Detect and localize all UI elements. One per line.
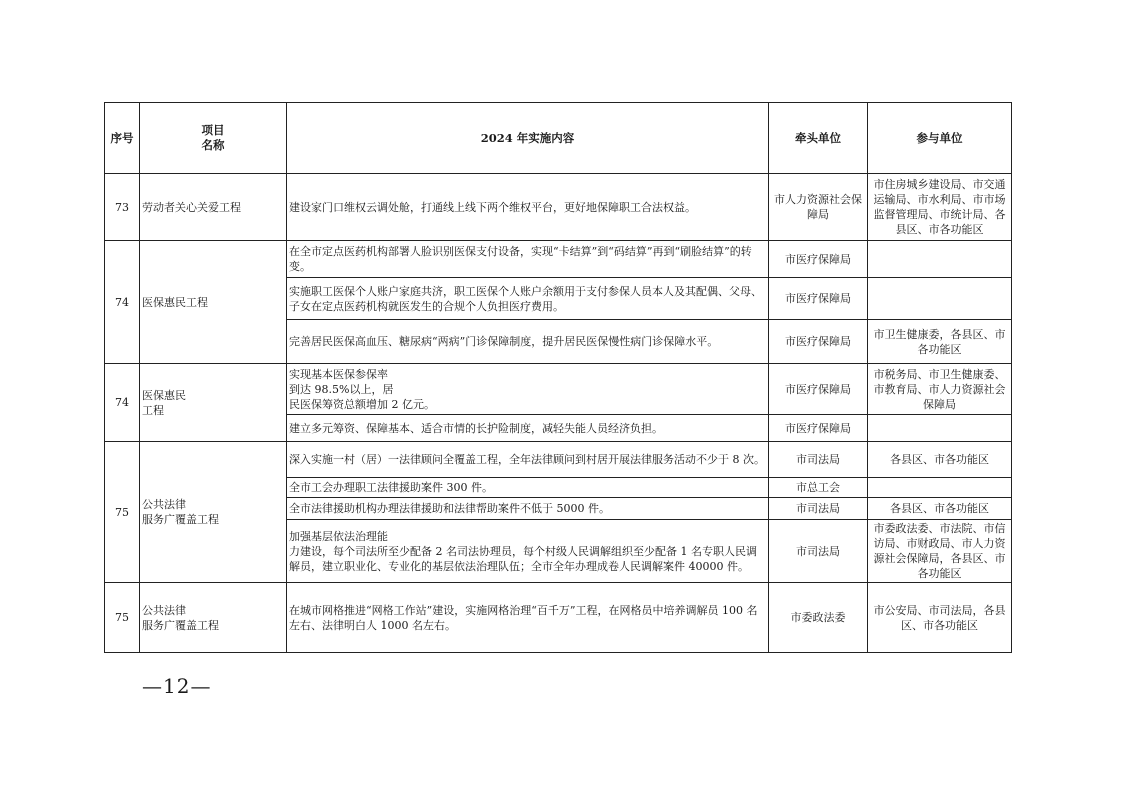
row-project: 公共法律 服务广覆盖工程 xyxy=(140,442,287,583)
row-participants xyxy=(868,241,1012,278)
header-participants: 参与单位 xyxy=(868,103,1012,174)
row-lead: 市司法局 xyxy=(769,498,868,520)
row-lead: 市医疗保障局 xyxy=(769,320,868,364)
row-participants xyxy=(868,415,1012,442)
table-row xyxy=(105,174,1012,241)
row-participants: 市公安局、市司法局，各县区、市各功能区 xyxy=(868,583,1012,653)
row-seq: 74 xyxy=(105,241,140,364)
row-participants xyxy=(868,478,1012,498)
row-lead: 市委政法委 xyxy=(769,583,868,653)
row-content: 完善居民医保高血压、糖尿病“两病”门诊保障制度，提升居民医保慢性病门诊保障水平。 xyxy=(287,320,769,364)
row-lead: 市司法局 xyxy=(769,520,868,583)
row-content: 全市工会办理职工法律援助案件 300 件。 xyxy=(287,478,769,498)
row-participants: 市委政法委、市法院、市信访局、市财政局、市人力资源社会保障局，各县区、市各功能区 xyxy=(868,520,1012,583)
table-row xyxy=(105,241,1012,278)
row-lead: 市人力资源社会保障局 xyxy=(769,174,868,241)
row-seq: 74 xyxy=(105,364,140,442)
row-participants: 市税务局、市卫生健康委、市教育局、市人力资源社会保障局 xyxy=(868,364,1012,415)
row-content: 深入实施一村（居）一法律顾问全覆盖工程，全年法律顾问到村居开展法律服务活动不少于 8 次。 xyxy=(287,442,769,478)
content-table xyxy=(104,102,1012,653)
row-seq: 75 xyxy=(105,583,140,653)
row-participants: 各县区、市各功能区 xyxy=(868,498,1012,520)
row-content: 全市法律援助机构办理法律援助和法律帮助案件不低于 5000 件。 xyxy=(287,498,769,520)
row-seq: 75 xyxy=(105,442,140,583)
row-lead: 市医疗保障局 xyxy=(769,364,868,415)
row-lead: 市司法局 xyxy=(769,442,868,478)
row-project: 公共法律 服务广覆盖工程 xyxy=(140,583,287,653)
row-project: 劳动者关心关爱工程 xyxy=(140,174,287,241)
row-project: 医保惠民工程 xyxy=(140,241,287,364)
row-participants xyxy=(868,278,1012,320)
row-content: 实施职工医保个人账户家庭共济，职工医保个人账户余额用于支付参保人员本人及其配偶、父母、子女在定点医药机构就医发生的合规个人负担医疗费用。 xyxy=(287,278,769,320)
row-seq: 73 xyxy=(105,174,140,241)
header-project: 项目 名称 xyxy=(140,103,287,174)
row-lead: 市总工会 xyxy=(769,478,868,498)
row-lead: 市医疗保障局 xyxy=(769,241,868,278)
table-row xyxy=(105,364,1012,415)
page-number: —12— xyxy=(142,674,212,698)
row-lead: 市医疗保障局 xyxy=(769,278,868,320)
table-row xyxy=(105,583,1012,653)
row-participants: 市住房城乡建设局、市交通运输局、市水利局、市市场监督管理局、市统计局、各县区、市各功能区 xyxy=(868,174,1012,241)
row-content: 建设家门口维权云调处舱，打通线上线下两个维权平台，更好地保障职工合法权益。 xyxy=(287,174,769,241)
header-seq: 序号 xyxy=(105,103,140,174)
table-row xyxy=(105,442,1012,478)
row-participants: 各县区、市各功能区 xyxy=(868,442,1012,478)
row-content: 在城市网格推进“网格工作站”建设，实施网格治理“百千万”工程，在网格员中培养调解员 100 名左右、法律明白人 1000 名左右。 xyxy=(287,583,769,653)
header-content: 2024 年实施内容 xyxy=(287,103,769,174)
row-content: 在全市定点医药机构部署人脸识别医保支付设备，实现“卡结算”到“码结算”再到“刷脸结算”的转变。 xyxy=(287,241,769,278)
row-content: 加强基层依法治理能 力建设，每个司法所至少配备 2 名司法协理员，每个村级人民调解组织至少配备 1 名专职人民调解员，建立职业化、专业化的基层依法治理队伍；全市全年办理成卷人民调解案件 40000 件。 xyxy=(287,520,769,583)
header-lead: 牵头单位 xyxy=(769,103,868,174)
header-row xyxy=(105,103,1012,174)
row-content: 建立多元筹资、保障基本、适合市情的长护险制度，减轻失能人员经济负担。 xyxy=(287,415,769,442)
row-lead: 市医疗保障局 xyxy=(769,415,868,442)
row-content: 实现基本医保参保率 到达 98.5%以上，居 民医保筹资总额增加 2 亿元。 xyxy=(287,364,769,415)
row-participants: 市卫生健康委，各县区、市各功能区 xyxy=(868,320,1012,364)
row-project: 医保惠民 工程 xyxy=(140,364,287,442)
